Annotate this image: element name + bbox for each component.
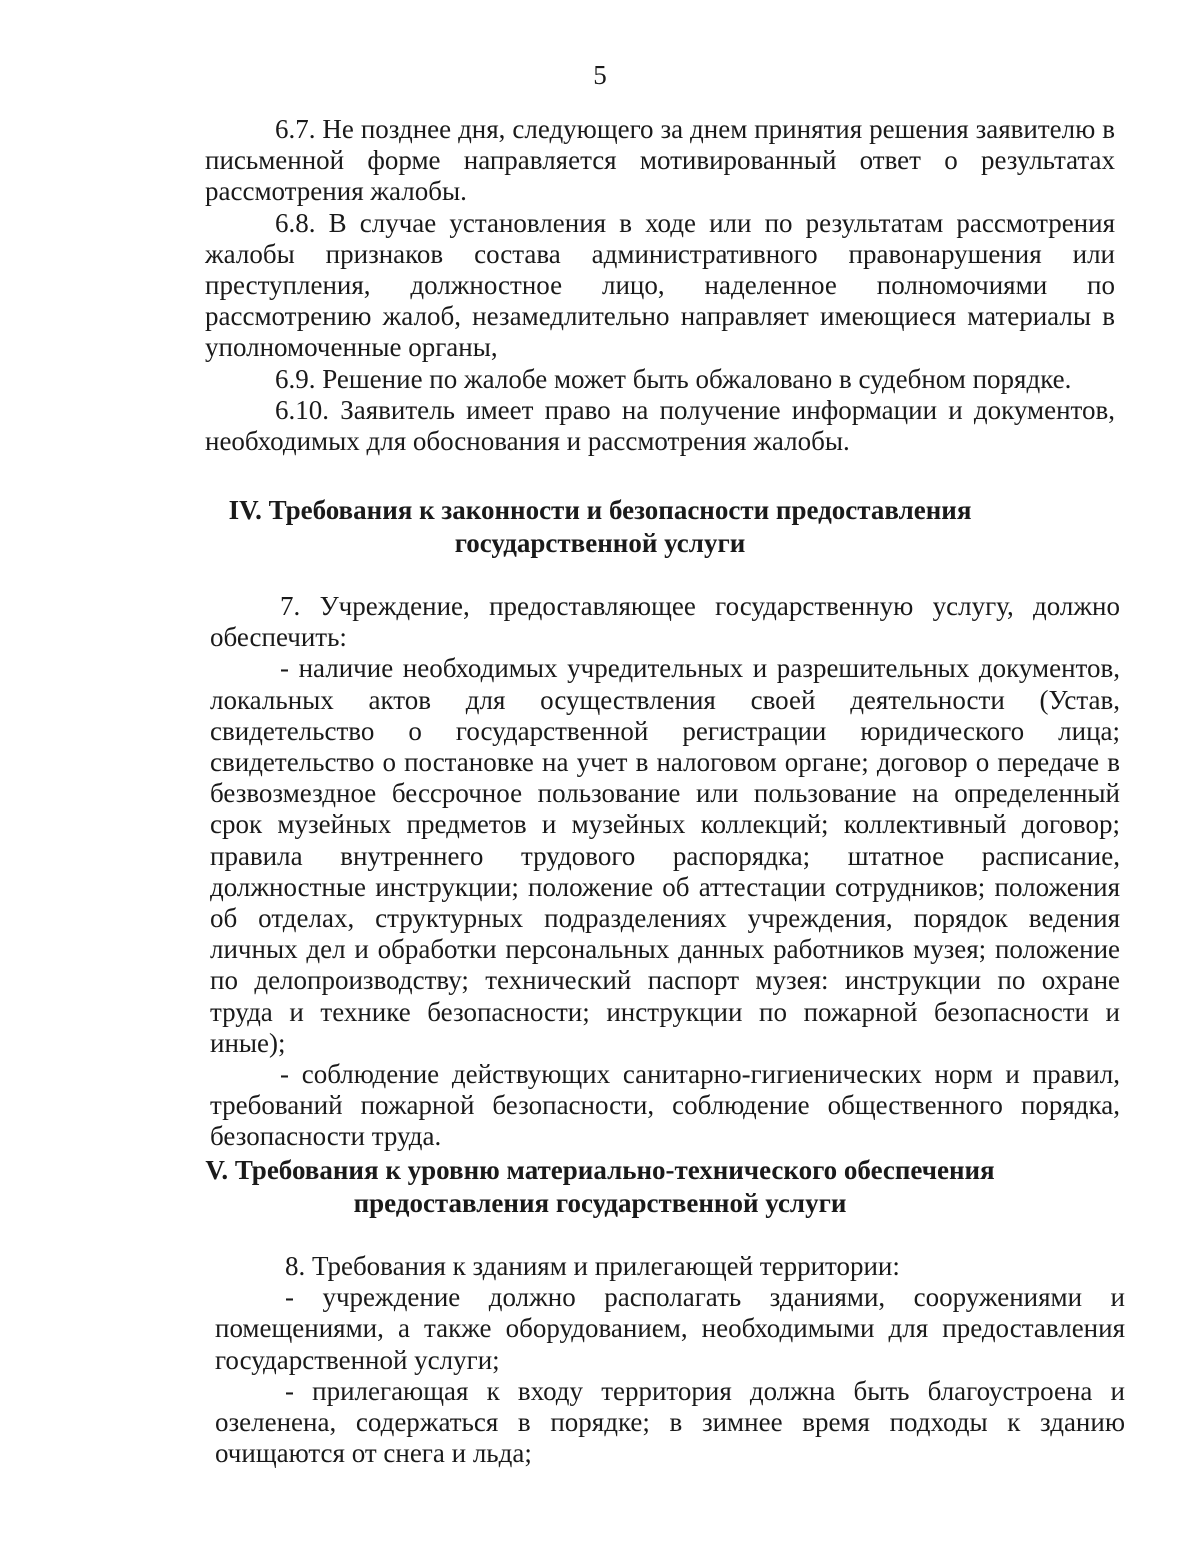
paragraph-8-territory: - прилегающая к входу территория должна быть благоустроена и озеленена, содержаться в порядке; в зимнее время подходы к зданию очищаются от снега и льда;: [215, 1375, 1125, 1469]
paragraph-7: 7. Учреждение, предоставляющее государственную услугу, должно обеспечить:: [210, 591, 1120, 653]
material-requirements-text: [215, 1251, 1125, 1469]
legality-requirements-text: [210, 591, 1120, 1153]
paragraph-8-buildings: - учреждение должно располагать зданиями, сооружениями и помещениями, а также оборудованием, необходимыми для предоставления государственной услуги;: [215, 1282, 1125, 1375]
section-heading-v-line1: V. Требования к уровню материально-технического обеспечения: [205, 1155, 995, 1185]
section-heading-v-line2: предоставления государственной услуги: [353, 1188, 847, 1218]
section-heading-v: [0, 1154, 1200, 1220]
page-number: 5: [593, 60, 607, 90]
paragraph-6-10: 6.10. Заявитель имеет право на получение информации и документов, необходимых для обоснования и рассмотрения жалобы.: [205, 394, 1115, 457]
section-heading-iv-line1: IV. Требования к законности и безопасности предоставления: [228, 495, 972, 525]
paragraph-8: 8. Требования к зданиям и прилегающей территории:: [285, 1251, 900, 1281]
paragraph-6-8: 6.8. В случае установления в ходе или по результатам рассмотрения жалобы признаков состава административного правонарушения или преступления, должностное лицо, наделенное полномочиями по рассмотрению жалоб, незамедлительно направляет имеющиеся материалы в уполномоченные органы,: [205, 207, 1115, 363]
complaint-procedure-text: [205, 114, 1115, 457]
paragraph-6-7: 6.7. Не позднее дня, следующего за днем принятия решения заявителю в письменной форме направляется мотивированный ответ о результатах рассмотрения жалобы.: [205, 114, 1115, 207]
paragraph-6-9: 6.9. Решение по жалобе может быть обжаловано в судебном порядке.: [275, 363, 1072, 394]
paragraph-7-documents: - наличие необходимых учредительных и разрешительных документов, локальных актов для осуществления своей деятельности (Устав, свидетельство о государственной регистрации юридического лица; свидетельство о постановке на учет в налоговом органе; договор о передаче в безвозмездное бессрочное пользование или пользование на определенный срок музейных предметов и музейных коллекций; коллективный договор; правила внутреннего трудового распорядка; штатное расписание, должностные инструкции; положение об аттестации сотрудников; положения об отделах, структурных подразделениях учреждения, порядок ведения личных дел и обработки персональных данных работников музея; положение по делопроизводству; технический паспорт музея: инструкции по охране труда и технике безопасности; инструкции по пожарной безопасности и иные);: [210, 653, 1120, 1058]
section-heading-iv: [0, 494, 1200, 560]
section-heading-iv-line2: государственной услуги: [454, 528, 746, 558]
paragraph-7-sanitary: - соблюдение действующих санитарно-гигиенических норм и правил, требований пожарной безопасности, соблюдение общественного порядка, безопасности труда.: [210, 1059, 1120, 1152]
